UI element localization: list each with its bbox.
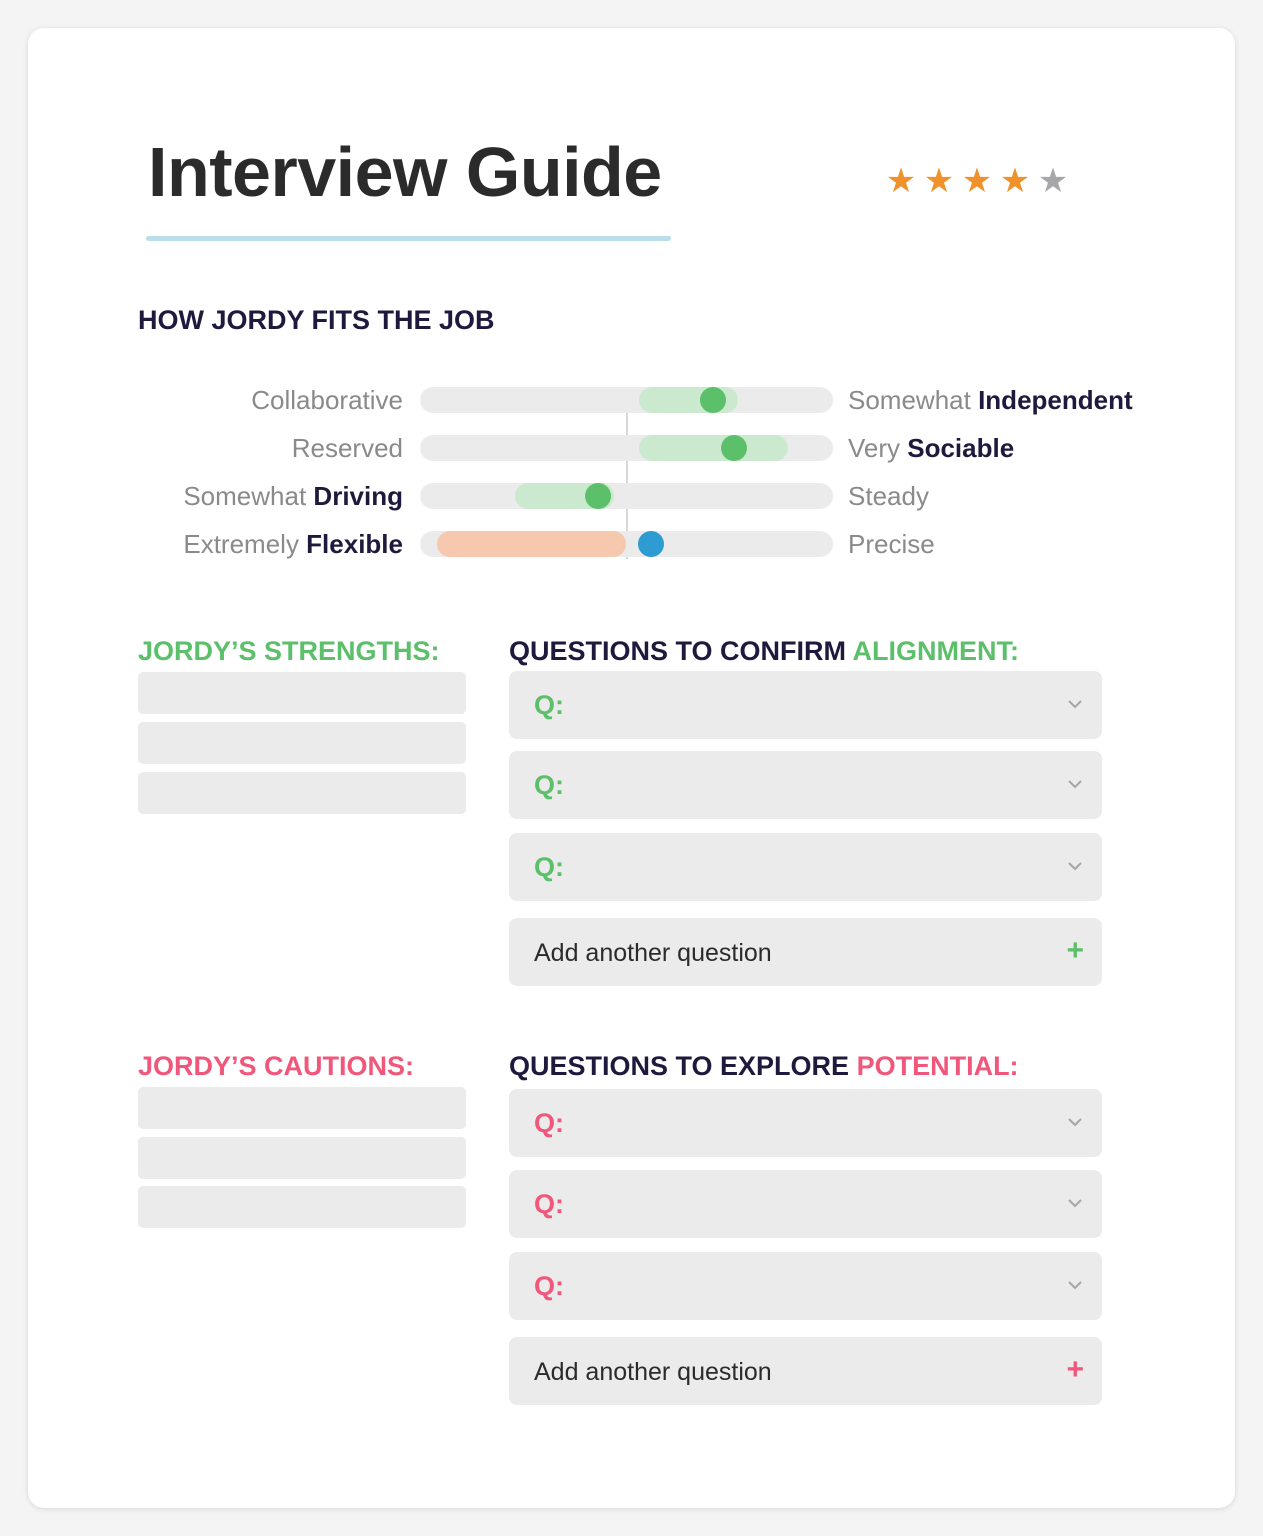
question-label: Q:	[534, 1108, 564, 1138]
question-label: Q:	[534, 690, 564, 720]
trait-slider-track	[420, 387, 833, 413]
question-label: Q:	[534, 1271, 564, 1301]
strengths-heading: JORDY’S STRENGTHS:	[138, 636, 440, 666]
trait-right-label: Somewhat Independent	[848, 385, 1133, 415]
plus-icon: +	[1066, 934, 1084, 967]
chevron-down-icon	[1066, 857, 1084, 875]
interview-guide-card	[28, 28, 1235, 1508]
add-question-label: Add another question	[534, 939, 772, 967]
chevron-down-icon	[1066, 1194, 1084, 1212]
cautions-heading: JORDY’S CAUTIONS:	[138, 1051, 415, 1081]
chevron-down-icon	[1066, 1276, 1084, 1294]
trait-row	[28, 385, 1235, 415]
trait-slider-track	[420, 483, 833, 509]
star-icon: ★	[885, 162, 917, 200]
question-label: Q:	[534, 1189, 564, 1219]
trait-range	[437, 531, 627, 557]
trait-marker	[721, 435, 747, 461]
trait-left-label: Extremely Flexible	[183, 529, 403, 559]
potential-heading: QUESTIONS TO EXPLORE POTENTIAL:	[509, 1051, 1019, 1081]
trait-row	[28, 481, 1235, 511]
alignment-question-dropdown[interactable]	[509, 833, 1102, 901]
trait-row	[28, 529, 1235, 559]
chevron-down-icon	[1066, 1113, 1084, 1131]
star-icon: ★	[1037, 162, 1069, 200]
strength-slot[interactable]	[138, 772, 466, 814]
star-icon: ★	[999, 162, 1031, 200]
trait-right-label: Steady	[848, 481, 929, 511]
trait-slider-track	[420, 435, 833, 461]
trait-range	[639, 435, 788, 461]
trait-left-label: Reserved	[291, 433, 403, 463]
add-question-label: Add another question	[534, 1358, 772, 1386]
title-underline	[146, 236, 671, 241]
add-potential-question-button[interactable]	[509, 1337, 1102, 1405]
question-label: Q:	[534, 852, 564, 882]
fit-section-heading: HOW JORDY FITS THE JOB	[138, 305, 495, 335]
trait-slider-track	[420, 531, 833, 557]
strength-slot[interactable]	[138, 722, 466, 764]
star-icon: ★	[923, 162, 955, 200]
trait-right-label: Very Sociable	[848, 433, 1015, 463]
star-rating	[884, 164, 1070, 198]
question-label: Q:	[534, 770, 564, 800]
add-alignment-question-button[interactable]	[509, 918, 1102, 986]
potential-question-dropdown[interactable]	[509, 1089, 1102, 1157]
trait-marker	[585, 483, 611, 509]
potential-question-dropdown[interactable]	[509, 1252, 1102, 1320]
trait-left-label: Collaborative	[251, 385, 403, 415]
chevron-down-icon	[1066, 695, 1084, 713]
star-icon: ★	[961, 162, 993, 200]
trait-marker	[638, 531, 664, 557]
potential-question-dropdown[interactable]	[509, 1170, 1102, 1238]
chevron-down-icon	[1066, 775, 1084, 793]
alignment-question-dropdown[interactable]	[509, 671, 1102, 739]
page-title: Interview Guide	[148, 133, 662, 211]
caution-slot[interactable]	[138, 1087, 466, 1129]
alignment-question-dropdown[interactable]	[509, 751, 1102, 819]
caution-slot[interactable]	[138, 1186, 466, 1228]
alignment-heading: QUESTIONS TO CONFIRM ALIGNMENT:	[509, 636, 1019, 666]
plus-icon: +	[1066, 1353, 1084, 1386]
caution-slot[interactable]	[138, 1137, 466, 1179]
trait-left-label: Somewhat Driving	[183, 481, 403, 511]
trait-row	[28, 433, 1235, 463]
trait-right-label: Precise	[848, 529, 935, 559]
strength-slot[interactable]	[138, 672, 466, 714]
